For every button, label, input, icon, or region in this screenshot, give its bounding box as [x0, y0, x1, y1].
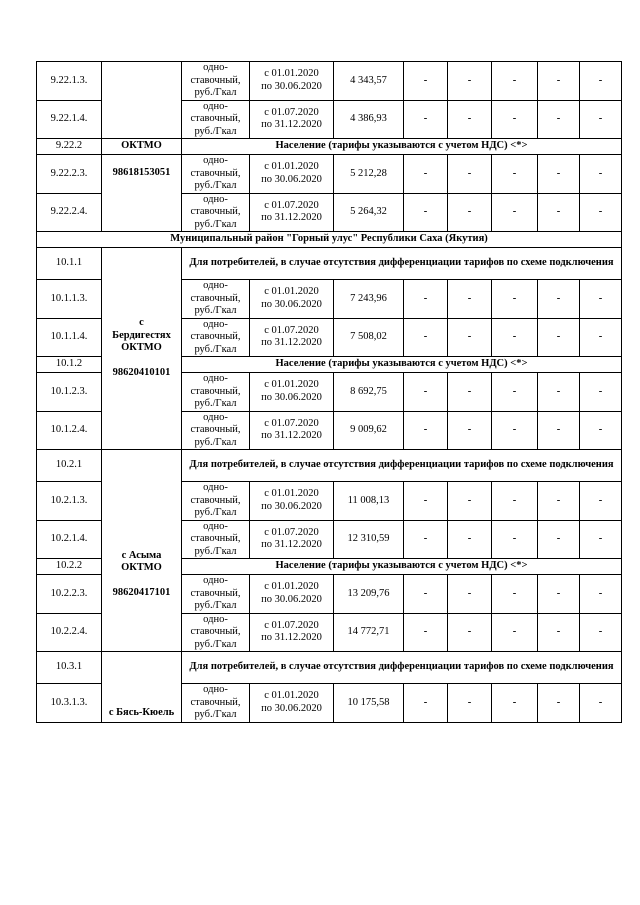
empty-value: -: [404, 62, 448, 101]
tariff-period: с 01.01.2020 по 30.06.2020: [250, 62, 334, 101]
section-heading: Население (тарифы указываются с учетом НДС) <*>: [182, 139, 622, 155]
empty-value: -: [538, 613, 580, 652]
row-code: 9.22.2: [37, 139, 102, 155]
empty-value: -: [580, 575, 622, 614]
empty-value: -: [448, 280, 492, 319]
locality-name: с Асыма ОКТМО 98620417101: [102, 450, 182, 652]
tariff-period: с 01.01.2020 по 30.06.2020: [250, 482, 334, 521]
empty-value: -: [404, 575, 448, 614]
tariff-period: с 01.07.2020 по 31.12.2020: [250, 193, 334, 232]
tariff-unit: одно- ставочный, руб./Гкал: [182, 280, 250, 319]
row-code: 10.3.1: [37, 652, 102, 684]
empty-value: -: [448, 482, 492, 521]
row-code: 10.2.2.4.: [37, 613, 102, 652]
empty-value: -: [492, 193, 538, 232]
row-code: 9.22.2.3.: [37, 155, 102, 194]
empty-value: -: [538, 575, 580, 614]
empty-value: -: [448, 613, 492, 652]
empty-value: -: [538, 318, 580, 357]
tariff-unit: одно- ставочный, руб./Гкал: [182, 684, 250, 723]
empty-value: -: [448, 373, 492, 412]
section-heading: Для потребителей, в случае отсутствия дифференциации тарифов по схеме подключения: [182, 652, 622, 684]
district-heading: Муниципальный район "Горный улус" Республики Саха (Якутия): [37, 232, 622, 248]
tariff-value: 7 508,02: [334, 318, 404, 357]
row-code: 9.22.1.4.: [37, 100, 102, 139]
empty-value: -: [538, 373, 580, 412]
empty-value: -: [580, 684, 622, 723]
oktmo-label: ОКТМО: [102, 139, 182, 155]
table-row: [37, 62, 622, 101]
empty-value: -: [538, 684, 580, 723]
tariff-document: [36, 61, 621, 723]
empty-value: -: [492, 482, 538, 521]
section-heading: Население (тарифы указываются с учетом НДС) <*>: [182, 357, 622, 373]
tariff-unit: одно- ставочный, руб./Гкал: [182, 411, 250, 450]
empty-value: -: [538, 520, 580, 559]
empty-value: -: [404, 411, 448, 450]
empty-value: -: [404, 280, 448, 319]
tariff-value: 5 264,32: [334, 193, 404, 232]
tariff-table: [36, 61, 622, 723]
empty-value: -: [492, 62, 538, 101]
oktmo-code: 98618153051: [102, 155, 182, 232]
empty-value: -: [448, 411, 492, 450]
empty-value: -: [492, 373, 538, 412]
tariff-value: 5 212,28: [334, 155, 404, 194]
tariff-value: 4 343,57: [334, 62, 404, 101]
tariff-value: 13 209,76: [334, 575, 404, 614]
row-code: 10.2.2.3.: [37, 575, 102, 614]
tariff-unit: одно- ставочный, руб./Гкал: [182, 100, 250, 139]
row-code: 10.1.2.4.: [37, 411, 102, 450]
row-code: 10.1.2: [37, 357, 102, 373]
tariff-period: с 01.01.2020 по 30.06.2020: [250, 575, 334, 614]
tariff-period: с 01.07.2020 по 31.12.2020: [250, 318, 334, 357]
empty-value: -: [538, 411, 580, 450]
empty-value: -: [580, 411, 622, 450]
locality-cell: [102, 62, 182, 139]
empty-value: -: [492, 684, 538, 723]
empty-value: -: [404, 100, 448, 139]
empty-value: -: [448, 100, 492, 139]
empty-value: -: [492, 280, 538, 319]
empty-value: -: [538, 100, 580, 139]
empty-value: -: [404, 318, 448, 357]
tariff-period: с 01.01.2020 по 30.06.2020: [250, 373, 334, 412]
empty-value: -: [492, 100, 538, 139]
row-code: 10.1.2.3.: [37, 373, 102, 412]
tariff-value: 12 310,59: [334, 520, 404, 559]
empty-value: -: [492, 411, 538, 450]
tariff-unit: одно- ставочный, руб./Гкал: [182, 155, 250, 194]
empty-value: -: [404, 613, 448, 652]
empty-value: -: [448, 62, 492, 101]
empty-value: -: [580, 373, 622, 412]
empty-value: -: [404, 520, 448, 559]
table-row: [37, 248, 622, 280]
empty-value: -: [538, 155, 580, 194]
empty-value: -: [404, 684, 448, 723]
tariff-unit: одно- ставочный, руб./Гкал: [182, 373, 250, 412]
empty-value: -: [492, 318, 538, 357]
tariff-unit: одно- ставочный, руб./Гкал: [182, 482, 250, 521]
empty-value: -: [580, 613, 622, 652]
section-heading: Для потребителей, в случае отсутствия дифференциации тарифов по схеме подключения: [182, 450, 622, 482]
tariff-value: 4 386,93: [334, 100, 404, 139]
tariff-unit: одно- ставочный, руб./Гкал: [182, 520, 250, 559]
locality-name: с Бердигестях ОКТМО 98620410101: [102, 248, 182, 450]
empty-value: -: [580, 100, 622, 139]
tariff-value: 9 009,62: [334, 411, 404, 450]
table-row: [37, 232, 622, 248]
row-code: 10.2.1.3.: [37, 482, 102, 521]
table-row: [37, 139, 622, 155]
locality-name: с Бясь-Кюель: [102, 652, 182, 723]
tariff-value: 11 008,13: [334, 482, 404, 521]
empty-value: -: [404, 193, 448, 232]
row-code: 10.1.1.4.: [37, 318, 102, 357]
row-code: 10.2.1.4.: [37, 520, 102, 559]
empty-value: -: [448, 318, 492, 357]
tariff-value: 8 692,75: [334, 373, 404, 412]
row-code: 9.22.2.4.: [37, 193, 102, 232]
row-code: 10.2.1: [37, 450, 102, 482]
tariff-period: с 01.07.2020 по 31.12.2020: [250, 520, 334, 559]
table-row: [37, 652, 622, 684]
empty-value: -: [538, 62, 580, 101]
empty-value: -: [492, 155, 538, 194]
empty-value: -: [580, 193, 622, 232]
empty-value: -: [580, 280, 622, 319]
tariff-period: с 01.07.2020 по 31.12.2020: [250, 100, 334, 139]
empty-value: -: [580, 62, 622, 101]
tariff-unit: одно- ставочный, руб./Гкал: [182, 613, 250, 652]
row-code: 9.22.1.3.: [37, 62, 102, 101]
empty-value: -: [580, 155, 622, 194]
empty-value: -: [404, 155, 448, 194]
table-row: [37, 155, 622, 194]
tariff-unit: одно- ставочный, руб./Гкал: [182, 575, 250, 614]
empty-value: -: [492, 613, 538, 652]
row-code: 10.3.1.3.: [37, 684, 102, 723]
empty-value: -: [580, 318, 622, 357]
tariff-period: с 01.01.2020 по 30.06.2020: [250, 155, 334, 194]
tariff-value: 10 175,58: [334, 684, 404, 723]
empty-value: -: [538, 193, 580, 232]
section-heading: Для потребителей, в случае отсутствия дифференциации тарифов по схеме подключения: [182, 248, 622, 280]
empty-value: -: [492, 575, 538, 614]
section-heading: Население (тарифы указываются с учетом НДС) <*>: [182, 559, 622, 575]
row-code: 10.1.1.3.: [37, 280, 102, 319]
empty-value: -: [538, 280, 580, 319]
tariff-period: с 01.01.2020 по 30.06.2020: [250, 684, 334, 723]
empty-value: -: [580, 482, 622, 521]
tariff-period: с 01.01.2020 по 30.06.2020: [250, 280, 334, 319]
empty-value: -: [448, 155, 492, 194]
tariff-unit: одно- ставочный, руб./Гкал: [182, 62, 250, 101]
tariff-period: с 01.07.2020 по 31.12.2020: [250, 411, 334, 450]
table-row: [37, 450, 622, 482]
tariff-unit: одно- ставочный, руб./Гкал: [182, 193, 250, 232]
empty-value: -: [492, 520, 538, 559]
empty-value: -: [404, 482, 448, 521]
empty-value: -: [448, 520, 492, 559]
tariff-unit: одно- ставочный, руб./Гкал: [182, 318, 250, 357]
tariff-period: с 01.07.2020 по 31.12.2020: [250, 613, 334, 652]
empty-value: -: [448, 193, 492, 232]
empty-value: -: [404, 373, 448, 412]
empty-value: -: [538, 482, 580, 521]
tariff-value: 7 243,96: [334, 280, 404, 319]
row-code: 10.2.2: [37, 559, 102, 575]
empty-value: -: [448, 575, 492, 614]
tariff-value: 14 772,71: [334, 613, 404, 652]
empty-value: -: [448, 684, 492, 723]
empty-value: -: [580, 520, 622, 559]
row-code: 10.1.1: [37, 248, 102, 280]
